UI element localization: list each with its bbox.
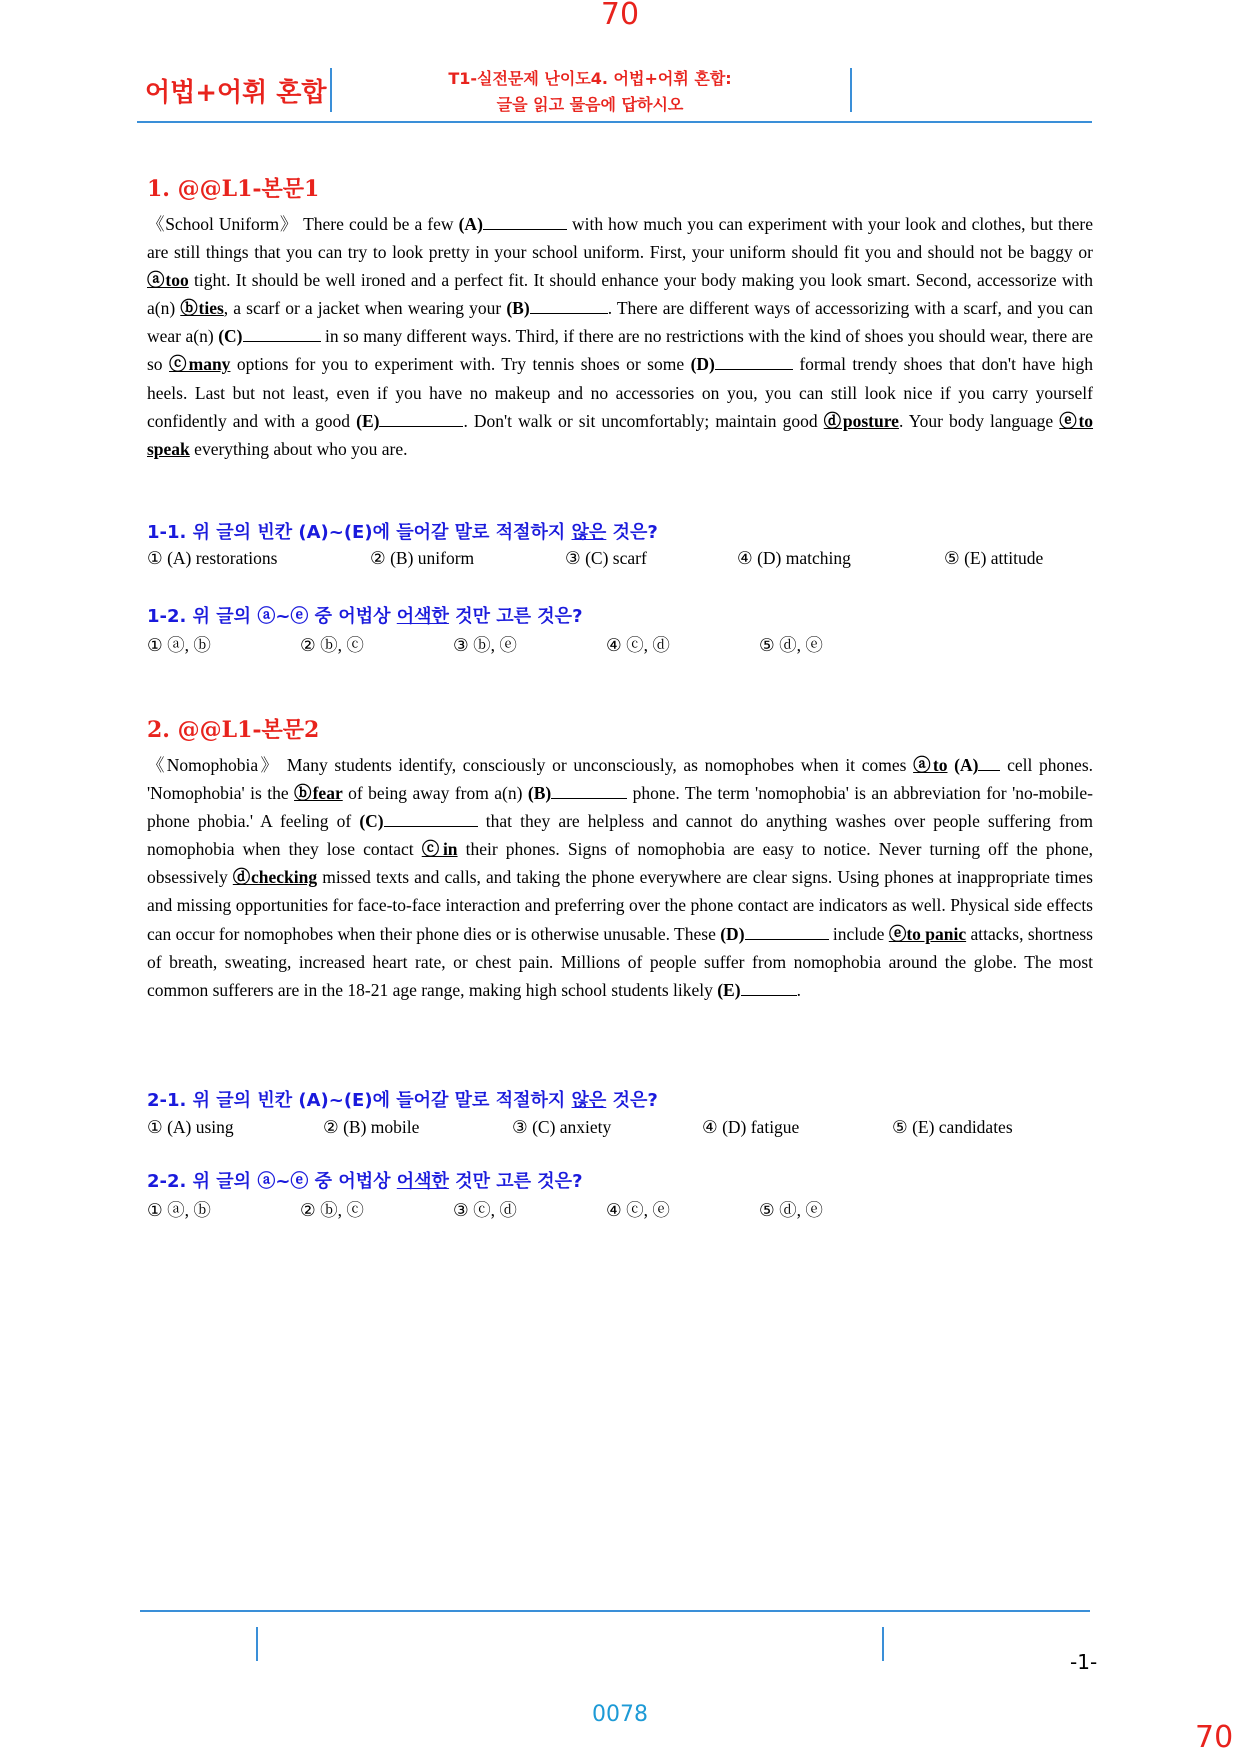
question-1-1-title: 1-1. 위 글의 빈칸 (A)~(E)에 들어갈 말로 적절하지 않은 것은?	[147, 522, 658, 543]
blank-line-b	[530, 296, 608, 315]
section1-passage: 《School Uniform》 There could be a few (A) with how much you can experiment with your look and clothes, but there are still things that you can try to look pretty in your school uniform. First, your uniform should fit you and should not be baggy or ⓐtoo tight. It should be well ironed and a perfect fit. It should enhance your body making you look smart. Second, accessorize with a(n) ⓑties, a scarf or a jacket when wearing your (B) . There are different ways of accessorizing with a scarf, and you can wear a(n) (C) in so many different ways. Third, if there are no restrictions with the kind of shoes you should wear, there are so ⓒmany options for you to experiment with. Try tennis shoes or some (D) formal trendy shoes that don't have high heels. Last but not least, even if you have no makeup and no accessories on you, you can still look nice if you carry yourself confidently and with a good (E) . Don't walk or sit uncomfortably; maintain good ⓓposture. Your body language ⓔto speak everything about who you are.	[147, 210, 1093, 463]
option-3[interactable]: ③ (C) scarf	[565, 548, 647, 568]
header-subtitle-line1: T1-실전문제 난이도4. 어법+어휘 혼합:	[448, 69, 732, 88]
blank-marker-e: (E)	[717, 979, 741, 1000]
blank-line-c	[243, 324, 321, 343]
question-1-2-title: 1-2. 위 글의 ⓐ~ⓔ 중 어법상 어색한 것만 고른 것은?	[147, 606, 583, 627]
header-divider-left	[330, 68, 332, 112]
blank-marker-e: (E)	[356, 410, 380, 431]
blank-marker-b: (B)	[506, 298, 530, 319]
corner-page-number: 70	[1195, 1720, 1234, 1755]
footer-page-label: -1-	[1070, 1650, 1098, 1674]
blank-line-e	[379, 408, 463, 427]
option-3[interactable]: ③ (C) anxiety	[512, 1117, 612, 1137]
option-5[interactable]: ⑤ ⓓ, ⓔ	[759, 1200, 823, 1220]
grammar-item-a: ⓐto	[913, 755, 948, 775]
option-1[interactable]: ① (A) restorations	[147, 548, 278, 568]
grammar-item-b: ⓑfear	[294, 783, 343, 804]
header-divider-right	[850, 68, 852, 112]
blank-marker-c: (C)	[359, 811, 384, 832]
option-2[interactable]: ② ⓑ, ⓒ	[300, 635, 364, 655]
footer-rule	[140, 1610, 1090, 1612]
option-1[interactable]: ① ⓐ, ⓑ	[147, 635, 211, 655]
question-2-2-emphasis: 어색한	[396, 1171, 449, 1192]
option-3[interactable]: ③ ⓑ, ⓔ	[453, 635, 517, 655]
footer-divider-right	[882, 1627, 884, 1661]
grammar-item-a: ⓐtoo	[147, 270, 189, 291]
option-2[interactable]: ② ⓑ, ⓒ	[300, 1200, 364, 1220]
question-1-1-options	[147, 548, 1093, 574]
option-3[interactable]: ③ ⓒ, ⓓ	[453, 1200, 517, 1220]
question-2-2-options	[147, 1197, 1093, 1223]
header-subtitle	[335, 66, 845, 118]
grammar-item-d: ⓓchecking	[232, 867, 318, 888]
footer-code: 0078	[592, 1702, 648, 1727]
option-1[interactable]: ① (A) using	[147, 1117, 234, 1137]
blank-marker-d: (D)	[690, 354, 715, 375]
option-1[interactable]: ① ⓐ, ⓑ	[147, 1200, 211, 1220]
option-5[interactable]: ⑤ ⓓ, ⓔ	[759, 635, 823, 655]
header-subtitle-line2: 글을 읽고 물음에 답하시오	[496, 95, 684, 114]
grammar-item-c: ⓒmany	[169, 354, 231, 375]
blank-marker-c: (C)	[218, 326, 243, 347]
page-number-top: 70	[600, 0, 640, 32]
blank-line-d	[745, 921, 829, 940]
question-1-1-emphasis: 않은	[571, 522, 607, 543]
blank-line-a	[978, 753, 1000, 772]
question-2-1-title: 2-1. 위 글의 빈칸 (A)~(E)에 들어갈 말로 적절하지 않은 것은?	[147, 1090, 658, 1111]
blank-marker-a: (A)	[458, 214, 483, 234]
grammar-item-c: ⓒin	[421, 839, 458, 860]
blank-marker-b: (B)	[527, 783, 552, 804]
footer-divider-left	[256, 1627, 258, 1661]
question-1-2-options	[147, 632, 1093, 658]
option-2[interactable]: ② (B) uniform	[370, 548, 475, 568]
grammar-item-e: ⓔto speak	[147, 410, 1094, 459]
section2-title: 2. @@L1-본문2	[147, 717, 320, 743]
header-title: 어법+어휘 혼합	[145, 78, 327, 108]
section2-passage: 《Nomophobia》 Many students identify, consciously or unconsciously, as nomophobes when it comes ⓐto (A) cell phones. 'Nomophobia' is the ⓑfear of being away from a(n) (B) phone. The term 'nomophobia' is an abbreviation for 'no-mobile-phone phobia.' A feeling of (C) that they are helpless and cannot do anything washes over people suffering from nomophobia when they lose contact ⓒin their phones. Signs of nomophobia are easy to notice. Never turning off the phone, obsessively ⓓchecking missed texts and calls, and taking the phone everywhere are clear signs. Using phones at inappropriate times and missing opportunities for face-to-face interaction and preferring over the phone contact are indicators as well. Physical side effects can occur for nomophobes when their phone dies or is otherwise unusable. These (D) include ⓔto panic attacks, shortness of breath, sweating, increased heart rate, or chest pain. Millions of people suffer from nomophobia around the globe. The most common sufferers are in the 18-21 age range, making high school students likely (E) .	[147, 751, 1093, 1004]
option-5[interactable]: ⑤ (E) candidates	[892, 1117, 1013, 1137]
option-4[interactable]: ④ (D) fatigue	[702, 1117, 800, 1137]
grammar-item-d: ⓓposture	[823, 410, 899, 431]
grammar-item-e: ⓔto panic	[888, 923, 967, 944]
header-rule	[137, 121, 1092, 123]
blank-marker-a: (A)	[954, 755, 979, 775]
blank-marker-d: (D)	[720, 923, 745, 944]
blank-line-a	[483, 212, 567, 231]
question-2-1-options	[147, 1117, 1093, 1143]
question-2-2-title: 2-2. 위 글의 ⓐ~ⓔ 중 어법상 어색한 것만 고른 것은?	[147, 1171, 583, 1192]
question-2-1-emphasis: 않은	[571, 1090, 607, 1111]
blank-line-e	[741, 977, 797, 996]
grammar-item-b: ⓑties	[180, 298, 224, 319]
option-4[interactable]: ④ ⓒ, ⓔ	[606, 1200, 670, 1220]
blank-line-b	[551, 781, 627, 800]
question-1-2-emphasis: 어색한	[396, 606, 449, 627]
option-2[interactable]: ② (B) mobile	[323, 1117, 420, 1137]
option-4[interactable]: ④ ⓒ, ⓓ	[606, 635, 670, 655]
section1-title: 1. @@L1-본문1	[147, 176, 320, 202]
blank-line-c	[384, 809, 478, 828]
option-4[interactable]: ④ (D) matching	[737, 548, 851, 568]
blank-line-d	[715, 352, 793, 371]
option-5[interactable]: ⑤ (E) attitude	[944, 548, 1044, 568]
